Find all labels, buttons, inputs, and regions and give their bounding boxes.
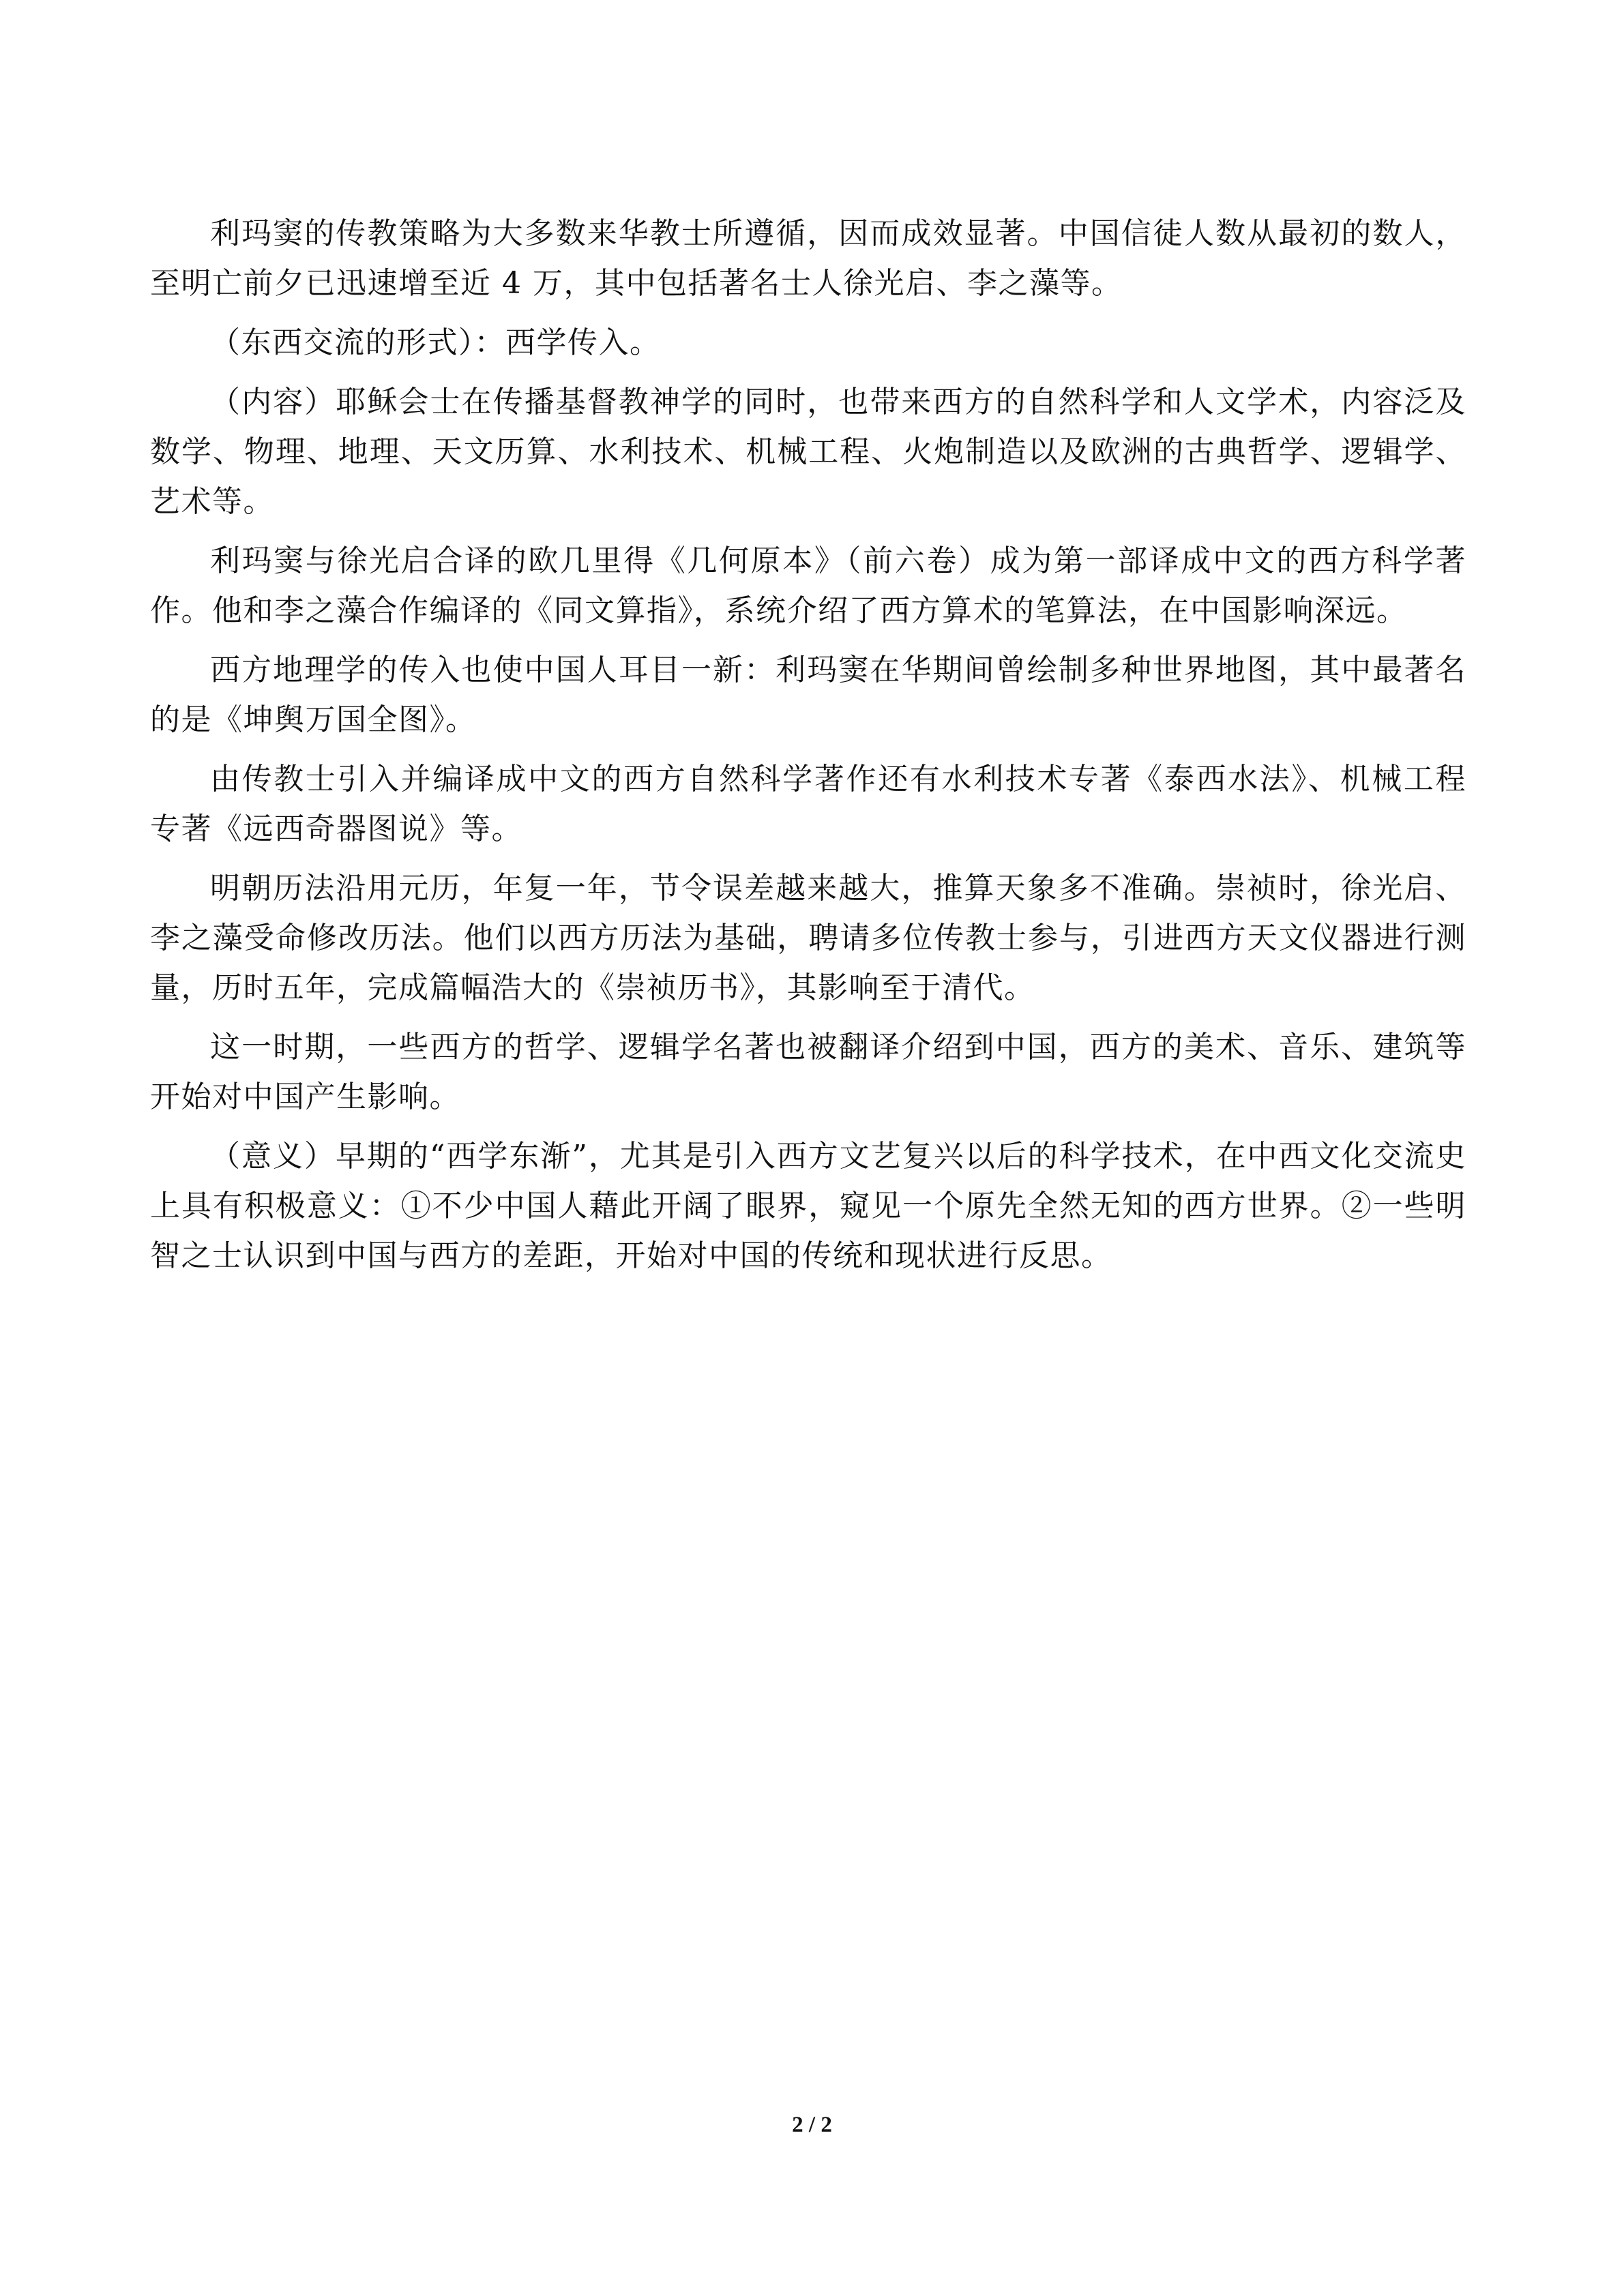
- paragraph-8: 这一时期，一些西方的哲学、逻辑学名著也被翻译介绍到中国，西方的美术、音乐、建筑等开始对中国产生影响。: [150, 1030, 1466, 1114]
- page-number: 2 / 2: [792, 2113, 832, 2137]
- paragraph-3: （内容）耶稣会士在传播基督教神学的同时，也带来西方的自然科学和人文学术，内容泛及数学、物理、地理、天文历算、水利技术、机械工程、火炮制造以及欧洲的古典哲学、逻辑学、艺术等。: [150, 385, 1466, 519]
- paragraph-1: 利玛窦的传教策略为大多数来华教士所遵循，因而成效显著。中国信徒人数从最初的数人，至明亡前夕已迅速增至近 4 万，其中包括著名士人徐光启、李之藻等。: [150, 216, 1466, 301]
- paragraph-6: 由传教士引入并编译成中文的西方自然科学著作还有水利技术专著《泰西水法》、机械工程专著《远西奇器图说》等。: [150, 762, 1466, 846]
- document-body: [150, 209, 1466, 1290]
- paragraph-5: 西方地理学的传入也使中国人耳目一新：利玛窦在华期间曾绘制多种世界地图，其中最著名的是《坤舆万国全图》。: [150, 653, 1466, 737]
- paragraph-4: 利玛窦与徐光启合译的欧几里得《几何原本》（前六卷）成为第一部译成中文的西方科学著作。他和李之藻合作编译的《同文算指》，系统介绍了西方算术的笔算法，在中国影响深远。: [150, 543, 1466, 628]
- paragraph-9: （意义）早期的“西学东渐”，尤其是引入西方文艺复兴以后的科学技术，在中西文化交流史上具有积极意义：①不少中国人藉此开阔了眼界，窥见一个原先全然无知的西方世界。②一些明智之士认识到中国与西方的差距，开始对中国的传统和现状进行反思。: [150, 1139, 1466, 1273]
- paragraph-2: （东西交流的形式）：西学传入。: [210, 325, 661, 360]
- paragraph-7: 明朝历法沿用元历，年复一年，节令误差越来越大，推算天象多不准确。崇祯时，徐光启、李之藻受命修改历法。他们以西方历法为基础，聘请多位传教士参与，引进西方天文仪器进行测量，历时五年，完成篇幅浩大的《崇祯历书》，其影响至于清代。: [150, 871, 1466, 1005]
